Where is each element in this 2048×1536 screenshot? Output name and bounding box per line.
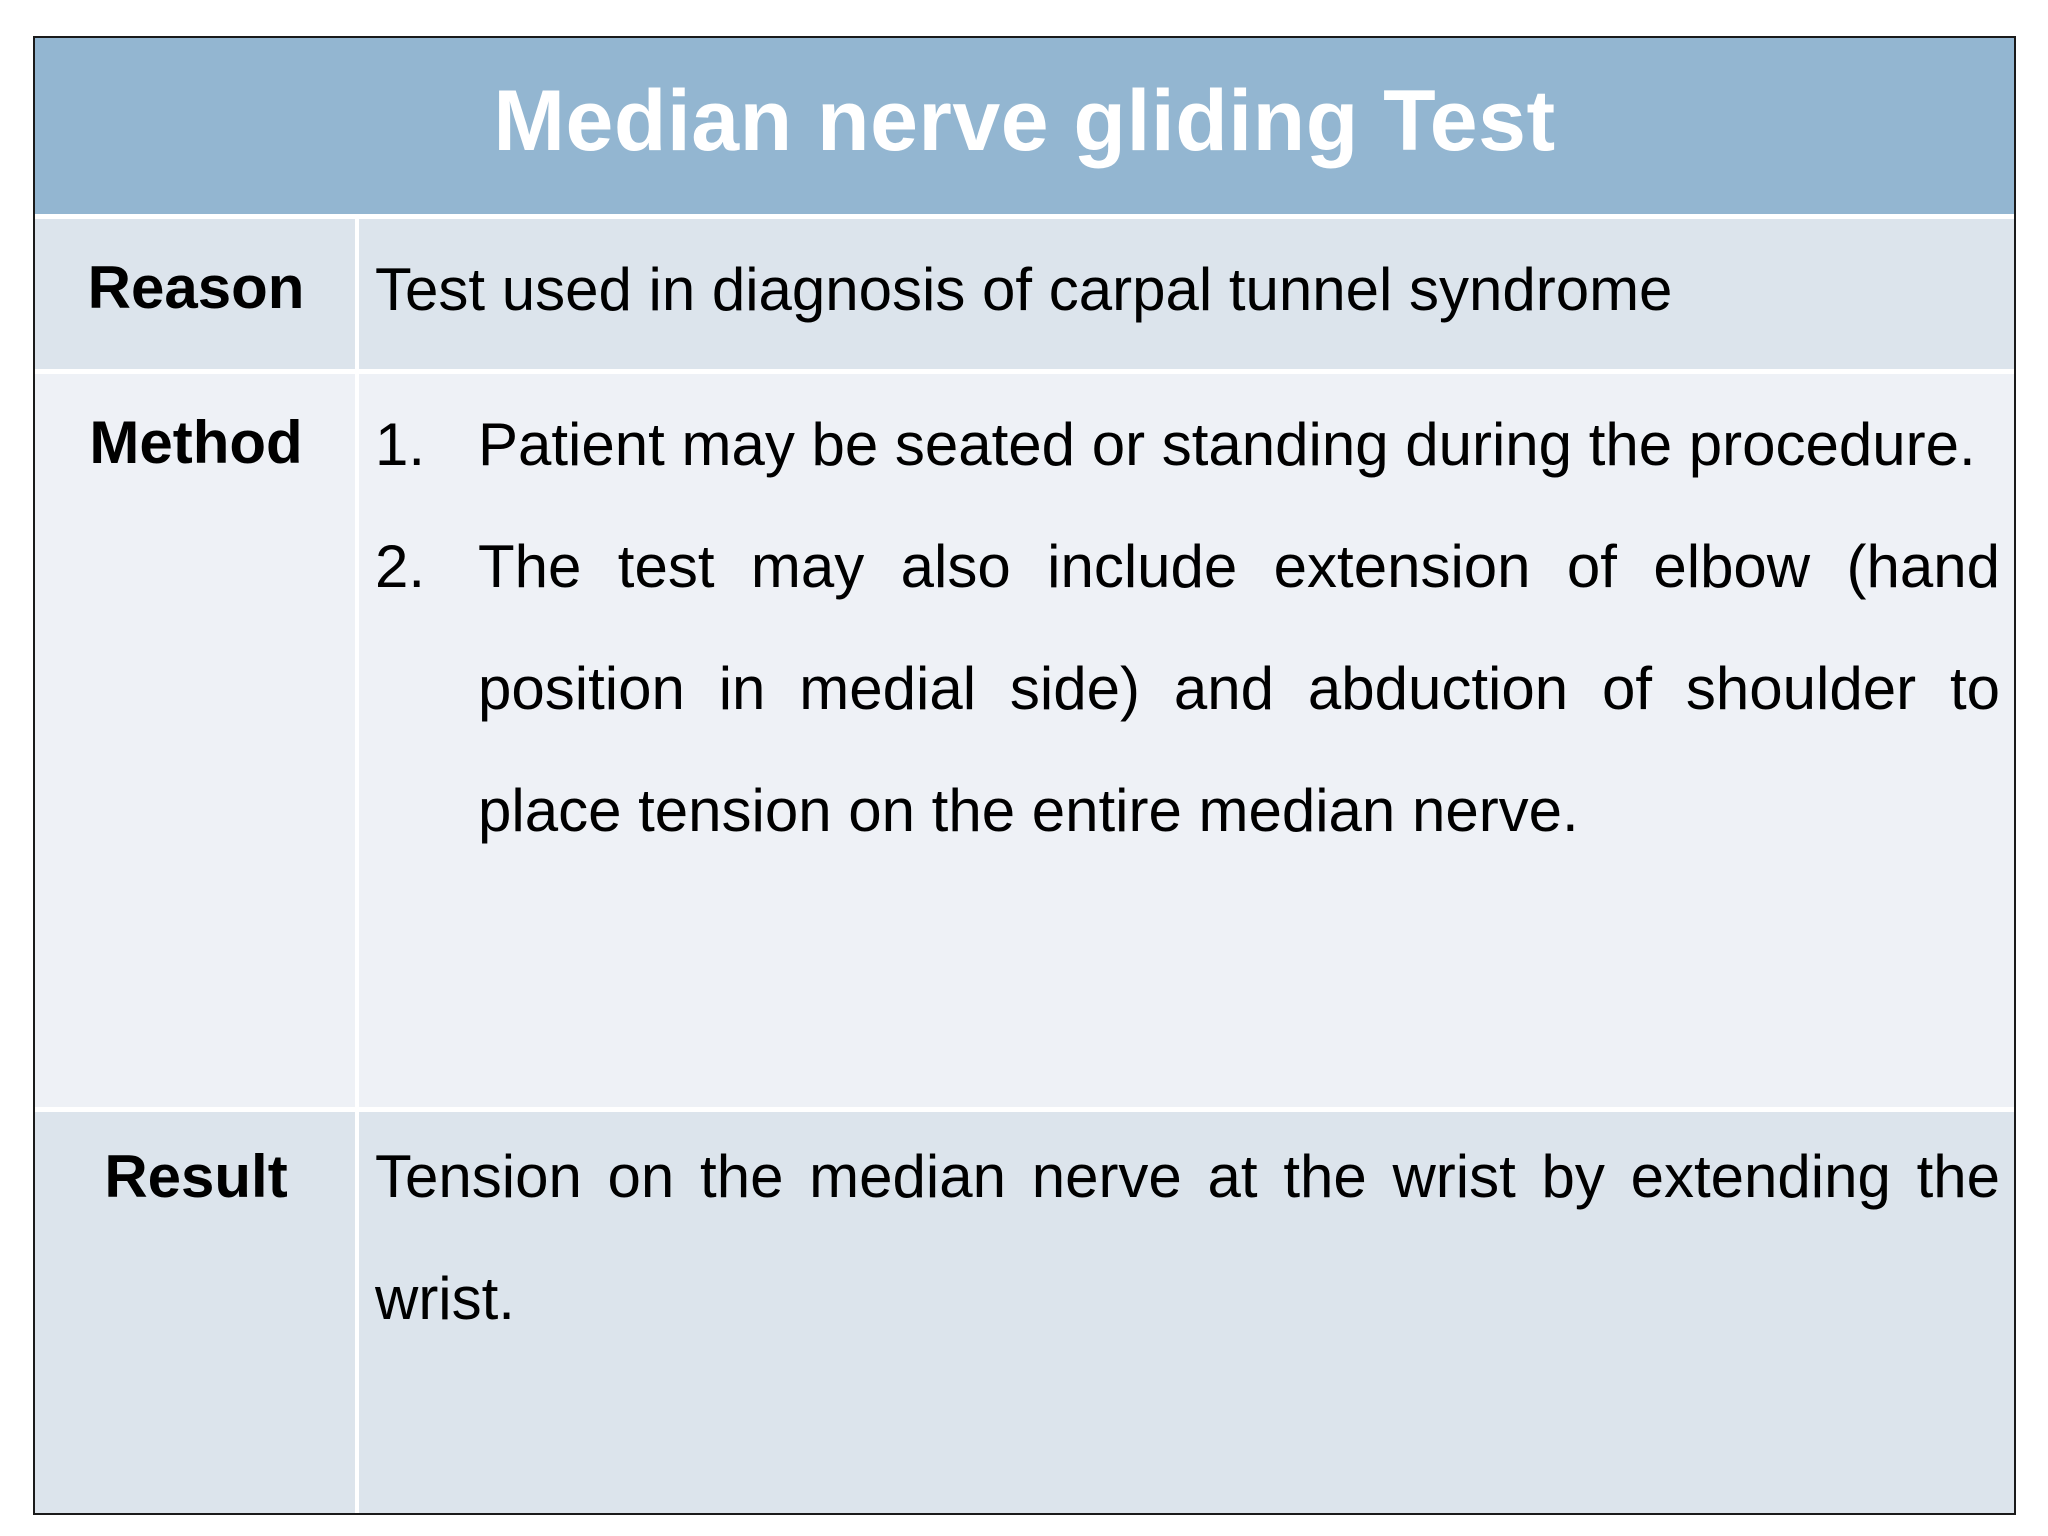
- list-item: [375, 384, 2000, 506]
- step-text: Patient may be seated or standing during the procedure.: [478, 411, 1976, 478]
- table-row-method: [35, 369, 2014, 1107]
- step-text: The test may also include extension of elbow (hand position in medial side) and abduction of shoulder to place tension on the entire median nerve.: [478, 533, 2000, 844]
- step-number: 2.: [375, 533, 426, 600]
- row-label-reason: Reason: [87, 254, 305, 321]
- column-divider: [355, 214, 359, 1513]
- row-content-method: [375, 384, 2000, 872]
- list-item: [375, 506, 2000, 872]
- table-row-result: [35, 1107, 2014, 1513]
- row-label-result: Result: [104, 1143, 288, 1210]
- slide-table: [33, 36, 2016, 1515]
- row-label-method: Method: [89, 409, 303, 476]
- table-header: [35, 38, 2014, 214]
- table-row-reason: [35, 214, 2014, 369]
- method-steps-list: [375, 384, 2000, 872]
- step-number: 1.: [375, 411, 426, 478]
- row-content-result: Tension on the median nerve at the wrist by extending the wrist.: [375, 1143, 2000, 1332]
- page-title: Median nerve gliding Test: [493, 72, 1556, 169]
- row-content-reason: Test used in diagnosis of carpal tunnel syndrome: [375, 256, 1673, 323]
